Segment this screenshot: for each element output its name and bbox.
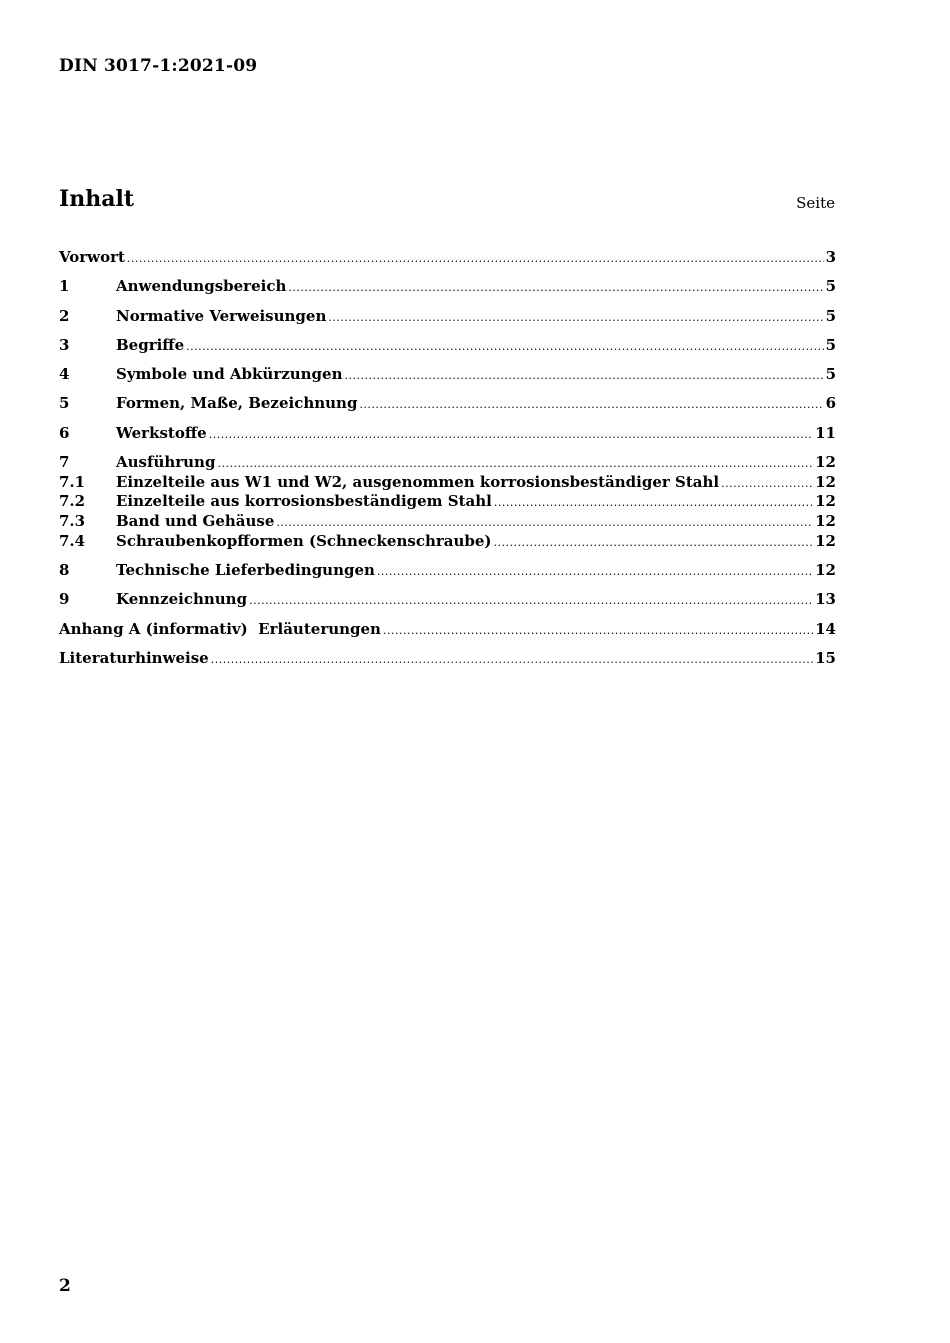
toc-entry-page: 6: [825, 394, 836, 413]
dot-leader: [288, 278, 823, 298]
dot-leader: [359, 395, 823, 415]
page-number: 2: [59, 1276, 71, 1296]
dot-leader: [249, 591, 813, 611]
toc-entry-label: Anhang A (informativ) Erläuterungen: [59, 619, 381, 638]
toc-entry-page: 12: [815, 472, 836, 491]
toc-entry-label: Band und Gehäuse: [116, 512, 275, 531]
toc-entry-page: 12: [815, 492, 836, 511]
toc-entry-7-1[interactable]: [59, 473, 836, 493]
dot-leader: [211, 650, 813, 670]
toc-entry-label: Ausführung: [116, 452, 216, 471]
toc-entry-number: 7.3: [59, 512, 86, 531]
dot-leader: [217, 454, 813, 474]
toc-entry-2[interactable]: [59, 307, 836, 327]
toc-entry-label: Vorwort: [59, 248, 125, 266]
toc-entry-page: 5: [825, 335, 836, 354]
dot-leader: [276, 513, 813, 533]
toc-entry-number: 4: [59, 365, 70, 384]
dot-leader: [494, 533, 814, 553]
toc-entry-3[interactable]: [59, 336, 836, 356]
toc-entry-anhang-a[interactable]: [59, 620, 836, 640]
toc-entry-7[interactable]: [59, 453, 836, 473]
toc-entry-label: Einzelteile aus W1 und W2, ausgenommen korrosionsbeständiger Stahl: [116, 472, 720, 491]
dot-leader: [127, 249, 824, 269]
document-id: DIN 3017-1:2021-09: [59, 56, 258, 76]
dot-leader: [328, 308, 823, 328]
toc-entry-4[interactable]: [59, 365, 836, 385]
toc-entry-literaturhinweise[interactable]: [59, 649, 836, 669]
table-of-contents: [59, 248, 836, 669]
dot-leader: [494, 493, 813, 513]
toc-entry-number: 1: [59, 277, 70, 296]
toc-entry-number: 8: [59, 561, 70, 579]
toc-entry-number: 7.1: [59, 472, 86, 491]
toc-entry-page: 12: [815, 561, 836, 579]
dot-leader: [721, 474, 813, 494]
toc-entry-label: Normative Verweisungen: [116, 306, 327, 325]
toc-entry-number: 6: [59, 423, 70, 442]
toc-entry-9[interactable]: [59, 590, 836, 610]
toc-entry-label: Technische Lieferbedingungen: [116, 561, 375, 579]
toc-entry-8[interactable]: [59, 561, 836, 581]
toc-entry-vorwort[interactable]: [59, 248, 836, 268]
toc-entry-6[interactable]: [59, 424, 836, 444]
toc-entry-label: Formen, Maße, Bezeichnung: [116, 394, 358, 413]
toc-title: Inhalt: [59, 186, 135, 212]
toc-entry-7-3[interactable]: [59, 512, 836, 532]
toc-entry-number: 7.2: [59, 492, 86, 511]
toc-entry-page: 15: [815, 648, 836, 667]
toc-entry-label: Werkstoffe: [116, 423, 207, 442]
toc-entry-number: 9: [59, 590, 70, 609]
toc-entry-7-4[interactable]: [59, 532, 836, 552]
dot-leader: [209, 425, 813, 445]
toc-entry-label: Einzelteile aus korrosionsbeständigem Stahl: [116, 492, 492, 511]
toc-entry-label: Kennzeichnung: [116, 590, 248, 609]
toc-entry-1[interactable]: [59, 277, 836, 297]
toc-entry-page: 5: [825, 306, 836, 325]
dot-leader: [377, 562, 813, 582]
toc-entry-5[interactable]: [59, 394, 836, 414]
toc-entry-label: Schraubenkopfformen (Schneckenschraube): [116, 531, 492, 550]
toc-entry-number: 5: [59, 394, 70, 413]
toc-entry-page: 12: [815, 452, 836, 471]
toc-entry-page: 11: [815, 423, 836, 442]
toc-entry-page: 5: [825, 365, 836, 384]
dot-leader: [345, 366, 824, 386]
dot-leader: [383, 621, 813, 641]
page-column-label: Seite: [796, 194, 835, 212]
toc-entry-page: 12: [815, 531, 836, 550]
toc-entry-page: 13: [815, 590, 836, 609]
toc-entry-number: 7: [59, 452, 70, 471]
toc-entry-page: 14: [815, 619, 836, 638]
toc-entry-number: 7.4: [59, 531, 86, 550]
toc-entry-page: 3: [825, 248, 836, 266]
toc-entry-label: Begriffe: [116, 335, 185, 354]
toc-entry-page: 12: [815, 512, 836, 531]
toc-entry-label: Anwendungsbereich: [116, 277, 287, 296]
toc-entry-label: Literaturhinweise: [59, 648, 209, 667]
toc-entry-number: 2: [59, 306, 70, 325]
toc-entry-7-2[interactable]: [59, 492, 836, 512]
dot-leader: [186, 337, 823, 357]
toc-entry-page: 5: [825, 277, 836, 296]
toc-entry-number: 3: [59, 335, 70, 354]
toc-entry-label: Symbole und Abkürzungen: [116, 365, 343, 384]
